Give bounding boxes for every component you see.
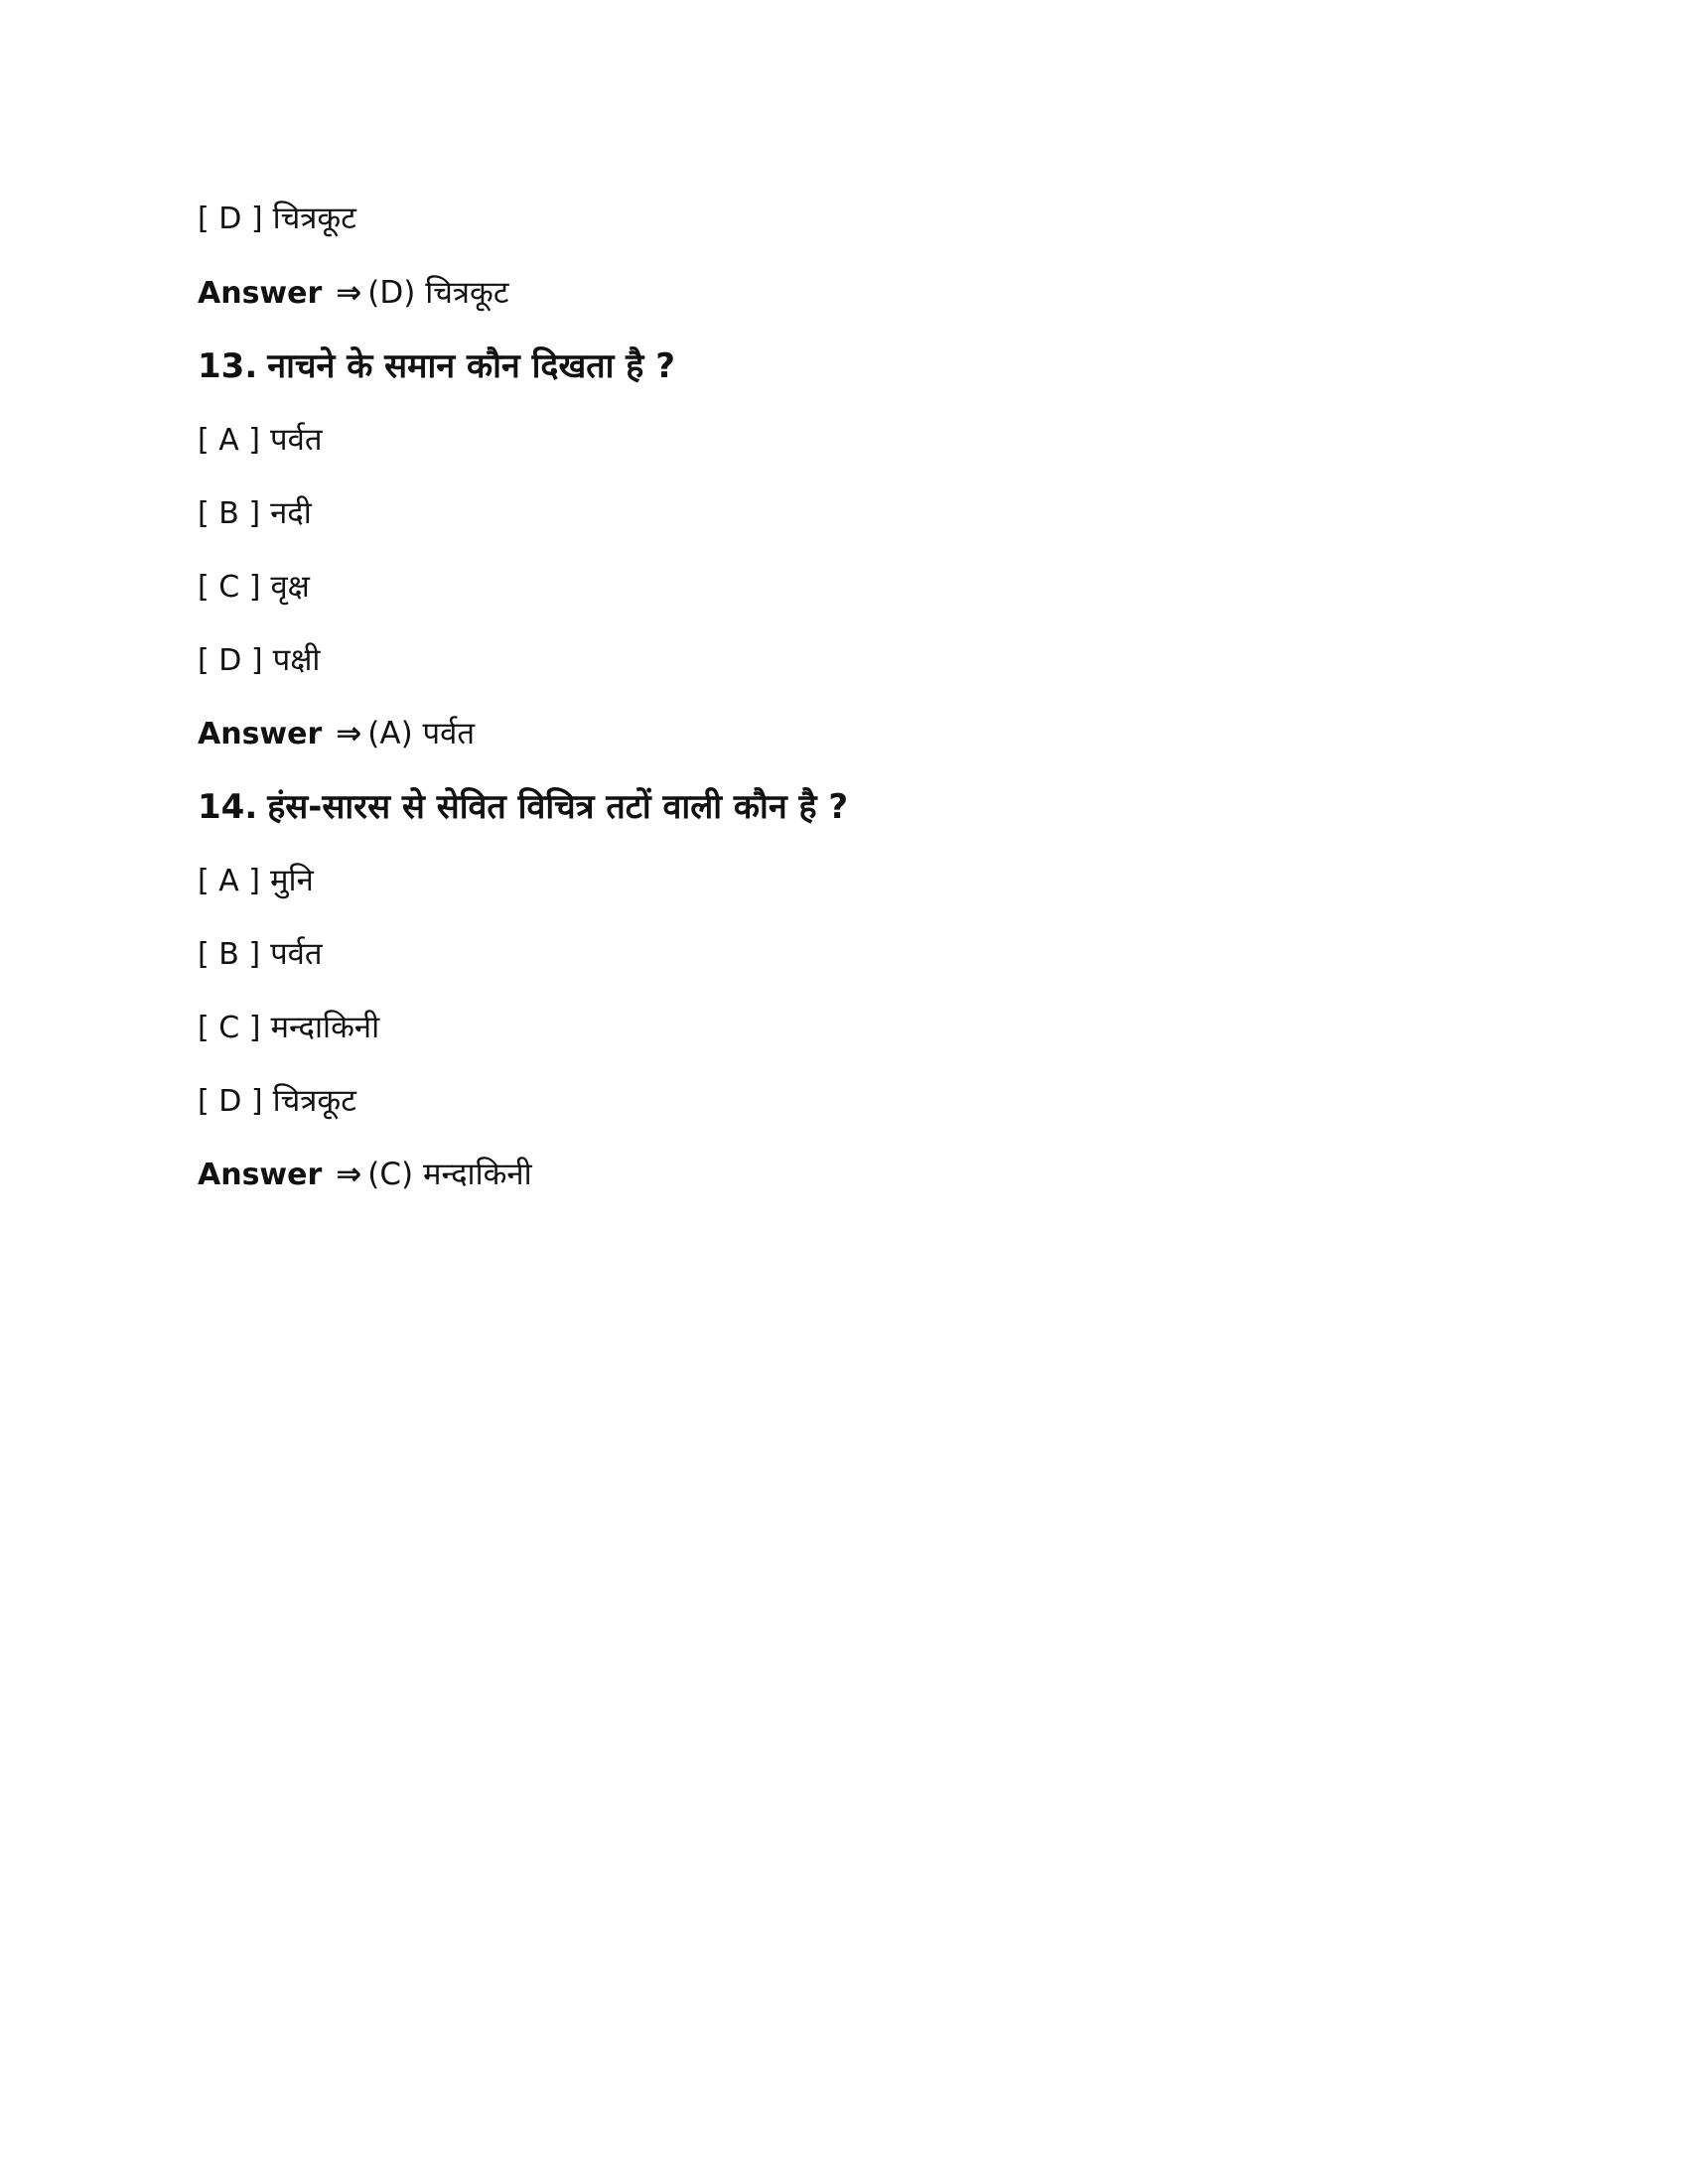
answer-key: (D) [367,275,416,311]
q14-option-c [198,1010,380,1045]
option-tag: [ A ] [198,423,261,458]
answer-key: (C) [367,1157,414,1192]
q13-option-c [198,569,310,605]
answer-text: चित्रकूट [425,275,509,311]
arrow-icon: ⇒ [336,716,362,751]
option-text: मुनि [270,863,314,898]
option-tag: [ D ] [198,1084,263,1119]
question-14 [198,787,849,827]
option-text: चित्रकूट [272,201,356,236]
arrow-icon: ⇒ [336,275,362,311]
option-tag: [ B ] [198,937,261,972]
question-13 [198,346,675,386]
q13-answer [198,716,476,751]
option-tag: [ A ] [198,864,261,898]
question-number: 13. [198,346,258,386]
q13-option-b [198,495,312,531]
option-text: पर्वत [270,936,323,972]
option-text: पक्षी [272,642,321,678]
prev-answer [198,275,509,311]
option-text: पर्वत [270,422,323,458]
answer-text: पर्वत [422,716,476,751]
answer-label: Answer [198,717,323,751]
question-text: हंस-सारस से सेवित विचित्र तटों वाली कौन है ? [267,787,849,827]
q14-answer [198,1157,532,1192]
q14-option-d [198,1083,356,1119]
prev-option-d [198,201,356,236]
option-text: वृक्ष [270,569,310,605]
answer-label: Answer [198,1158,323,1192]
q14-option-a [198,863,314,898]
arrow-icon: ⇒ [336,1157,362,1192]
option-tag: [ C ] [198,570,261,605]
option-text: मन्दाकिनी [270,1010,380,1045]
option-text: नदी [270,495,312,531]
question-number: 14. [198,787,258,827]
answer-key: (A) [367,716,413,751]
option-text: चित्रकूट [272,1083,356,1119]
option-tag: [ D ] [198,643,263,678]
q13-option-a [198,422,323,458]
answer-text: मन्दाकिनी [422,1157,532,1192]
option-tag: [ D ] [198,202,263,236]
option-tag: [ B ] [198,496,261,531]
option-tag: [ C ] [198,1011,261,1045]
q14-option-b [198,936,323,972]
q13-option-d [198,642,321,678]
answer-label: Answer [198,276,323,311]
question-text: नाचने के समान कौन दिखता है ? [267,346,675,386]
